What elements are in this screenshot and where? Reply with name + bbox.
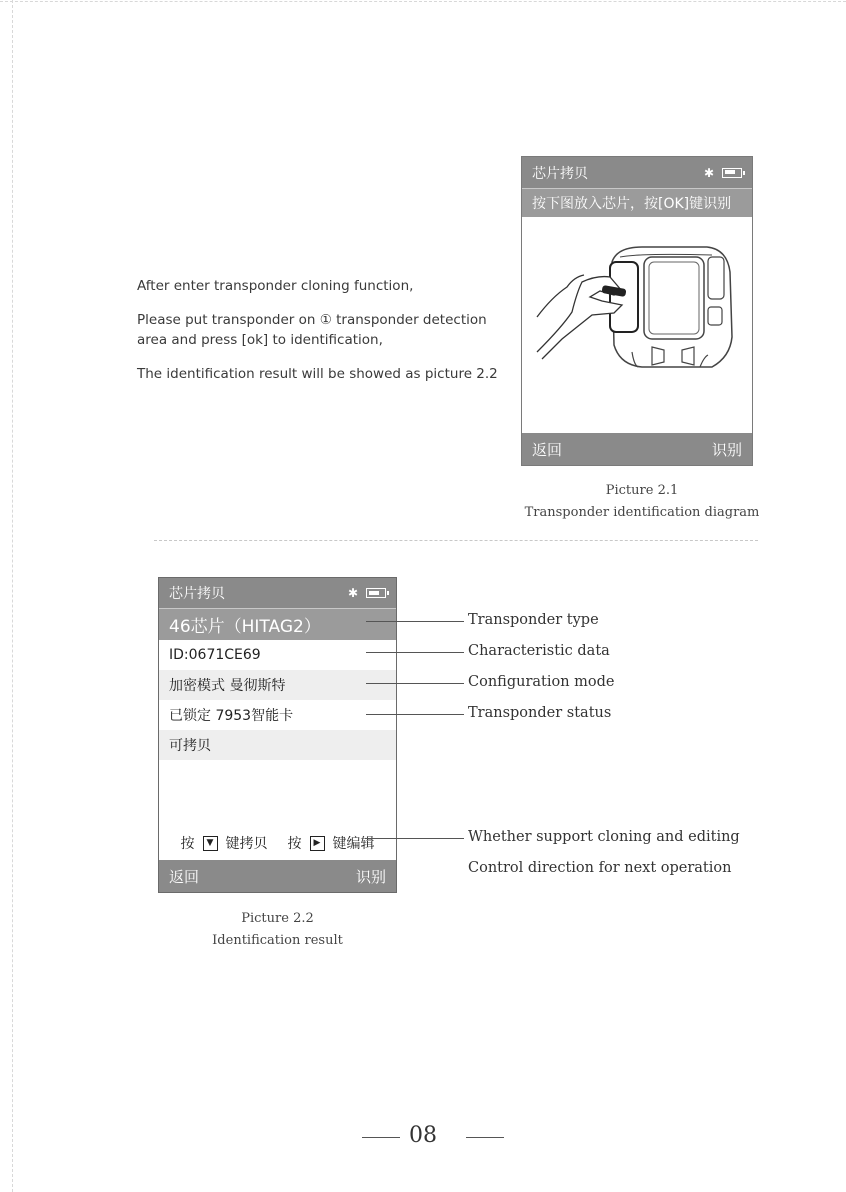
identify-button[interactable]: 识别 [355, 867, 386, 886]
callout-line-support [366, 838, 464, 839]
device-screen-1 [521, 156, 753, 466]
battery-icon [366, 588, 386, 598]
caption-1 [517, 480, 767, 524]
callout-line-mode [366, 683, 464, 684]
callout-characteristic-data: Characteristic data [468, 643, 610, 659]
right-arrow-icon: ▶ [310, 836, 325, 851]
section-divider [154, 540, 758, 541]
caption-1-title: Picture 2.1 [605, 483, 679, 498]
screen2-title-bar [159, 578, 396, 608]
config-mode: 加密模式 曼彻斯特 [159, 670, 396, 700]
instruction-3: The identification result will be showed as picture 2.2 [137, 366, 498, 382]
copy-key-label: 键拷贝 [225, 836, 268, 852]
device-screen-2 [158, 577, 397, 893]
battery-icon [722, 168, 742, 178]
screen2-footer [159, 860, 396, 892]
screen2-title: 芯片拷贝 [169, 586, 225, 602]
transponder-type: 46芯片（HITAG2） [159, 608, 396, 640]
bluetooth-icon: ✱ [347, 586, 358, 600]
caption-2-desc: Identification result [212, 933, 343, 948]
screen1-title-bar [522, 157, 752, 188]
callout-transponder-status: Transponder status [468, 705, 612, 721]
transponder-status: 已锁定 7953智能卡 [169, 708, 294, 724]
back-button[interactable]: 返回 [169, 867, 200, 886]
caption-1-desc: Transponder identification diagram [524, 505, 760, 520]
transponder-id: ID:0671CE69 [169, 647, 261, 663]
caption-2 [158, 908, 397, 952]
instructions [137, 276, 517, 398]
page-left-border [12, 0, 13, 1192]
callout-control-direction: Control direction for next operation [468, 860, 732, 876]
press-label: 按 [287, 836, 302, 852]
copyable-status: 可拷贝 [159, 730, 396, 760]
back-button[interactable]: 返回 [532, 440, 563, 459]
key-hints [159, 828, 396, 858]
screen1-subtitle: 按下图放入芯片，按[OK]键识别 [522, 188, 752, 217]
page-number: 08 [409, 1123, 437, 1148]
callout-line-type [366, 621, 464, 622]
caption-2-title: Picture 2.2 [241, 911, 314, 926]
down-arrow-icon: ▼ [203, 836, 218, 851]
page-number-rule-right [466, 1137, 504, 1138]
callout-transponder-type: Transponder type [468, 612, 599, 628]
screen1-footer [522, 433, 752, 465]
identify-button[interactable]: 识别 [711, 440, 742, 459]
screen1-title: 芯片拷贝 [532, 165, 588, 182]
instruction-1: After enter transponder cloning function, [137, 278, 414, 294]
callout-configuration-mode: Configuration mode [468, 674, 615, 690]
instruction-2: Please put transponder on ① transponder detection area and press [ok] to identification, [137, 312, 487, 348]
callout-line-data [366, 652, 464, 653]
bluetooth-icon: ✱ [703, 165, 714, 180]
page-top-border [0, 1, 846, 2]
callout-line-status [366, 714, 464, 715]
press-label: 按 [180, 836, 195, 852]
edit-key-label: 键编辑 [332, 836, 375, 852]
placement-diagram [522, 217, 752, 407]
callout-clone-edit-support: Whether support cloning and editing [468, 829, 740, 845]
